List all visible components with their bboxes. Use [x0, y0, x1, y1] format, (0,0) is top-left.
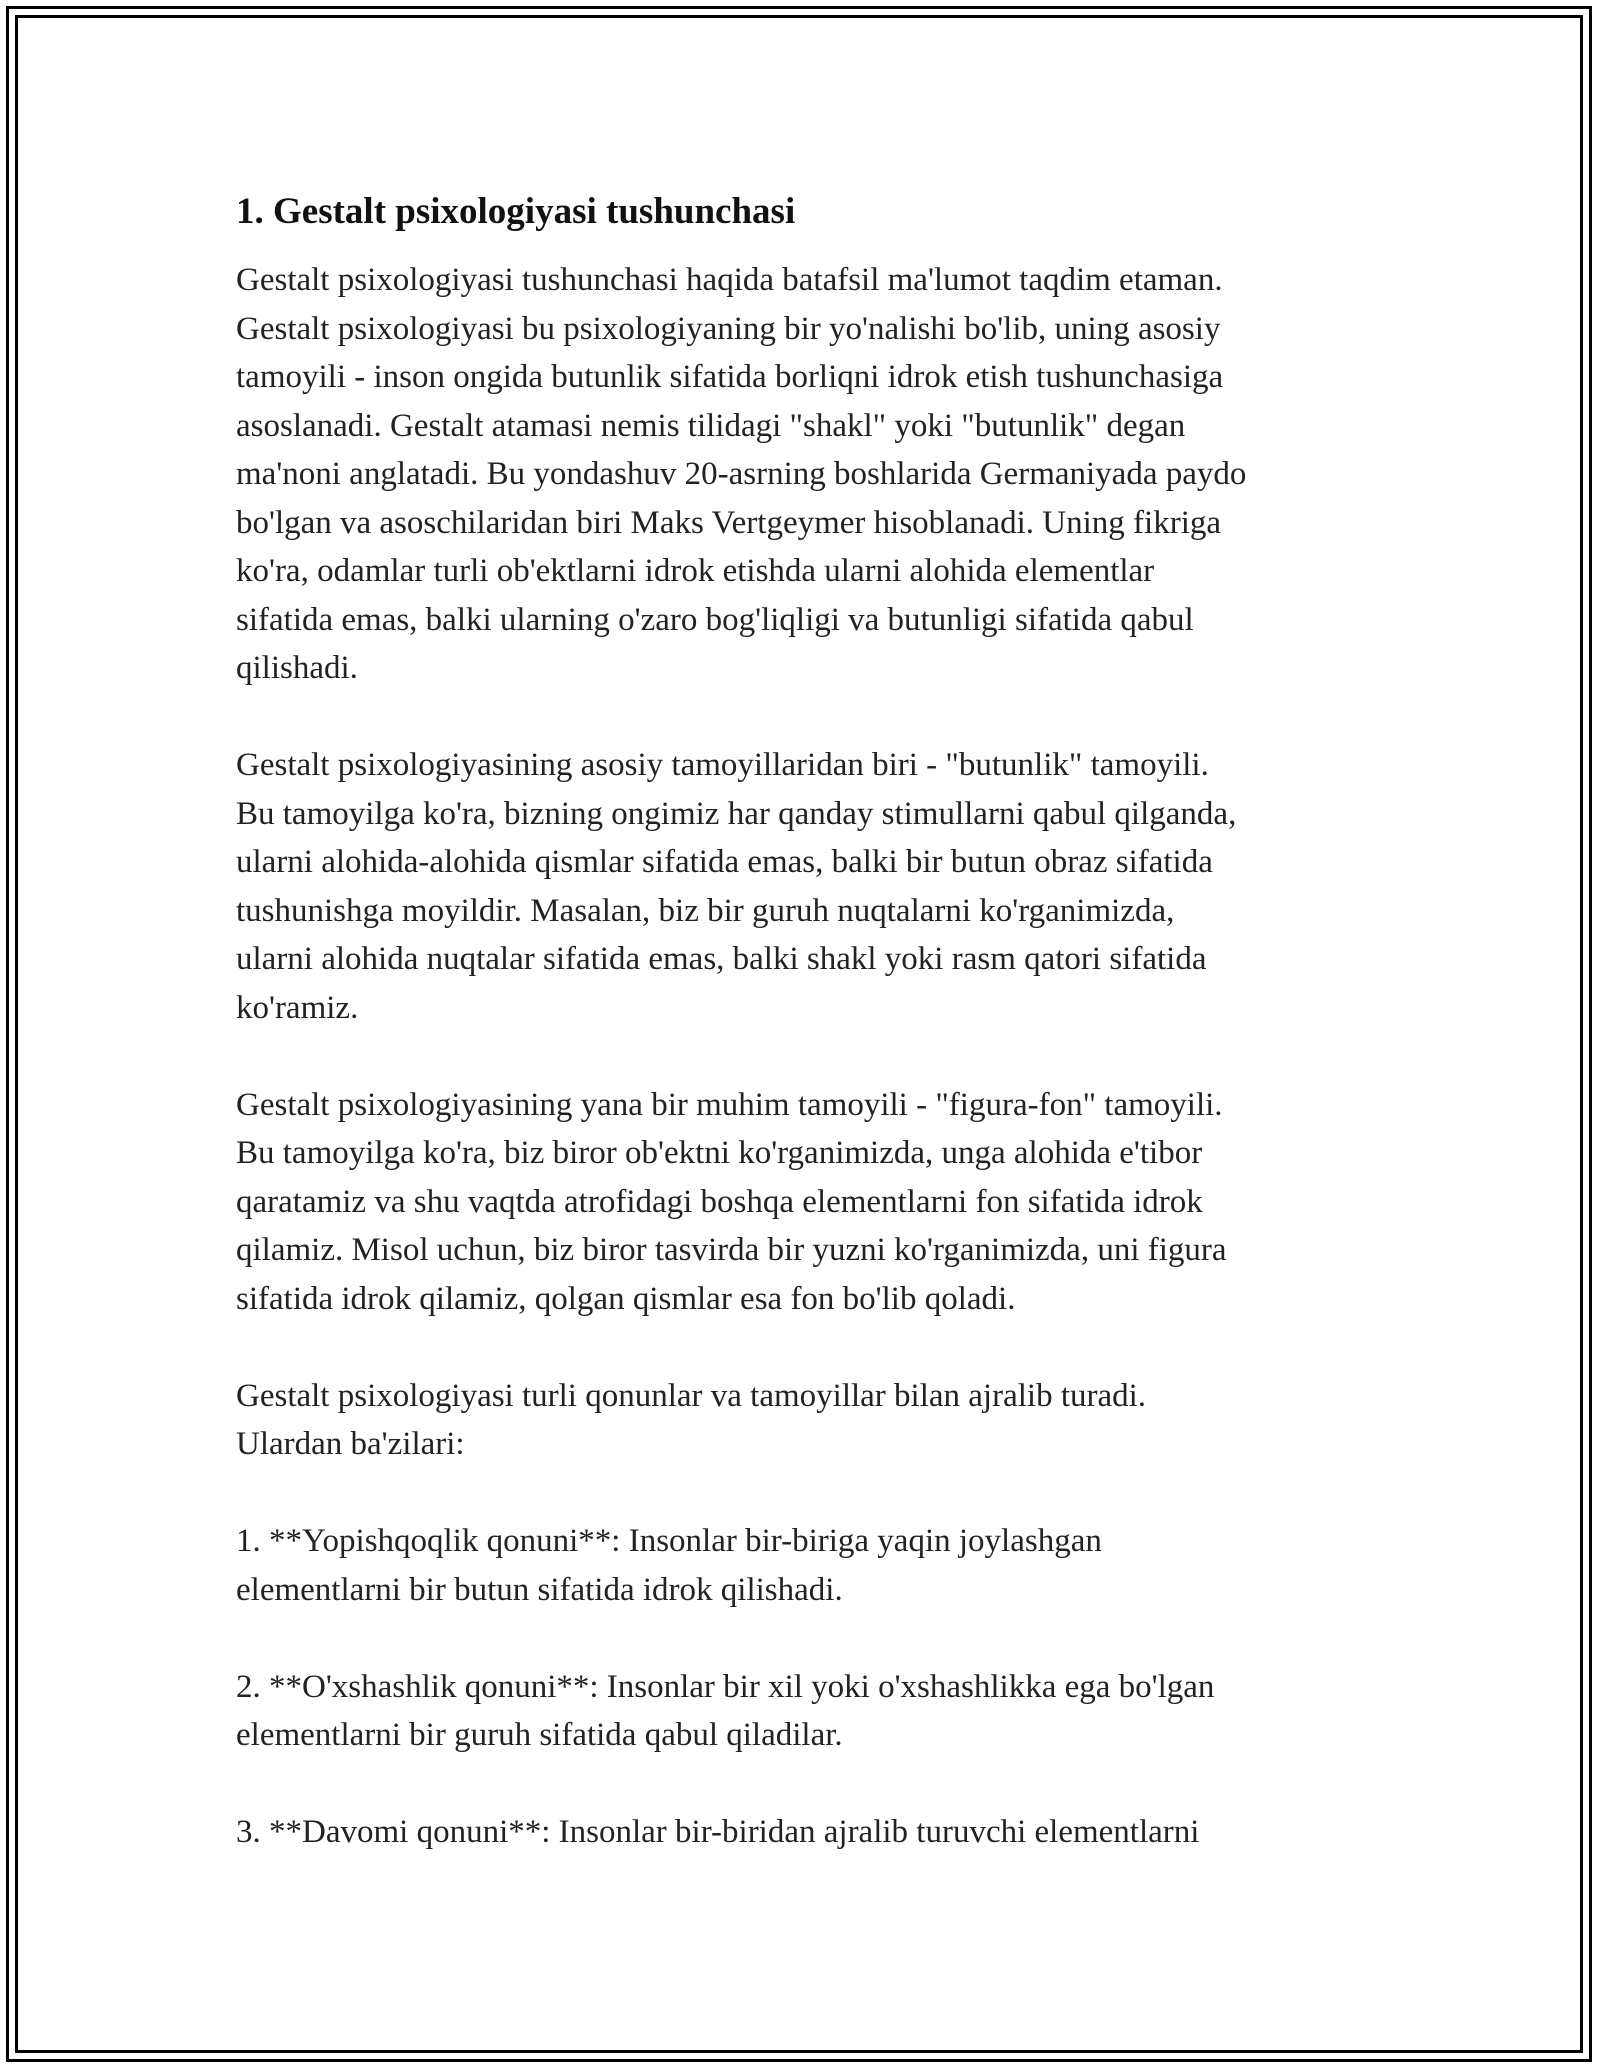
- text-line: ko'ramiz.: [236, 989, 359, 1026]
- text-line: 2. **O'xshashlik qonuni**: Insonlar bir xil yoki o'xshashlikka ega bo'lgan: [236, 1668, 1215, 1705]
- text-line: qilishadi.: [236, 650, 358, 686]
- text-line: ularni alohida nuqtalar sifatida emas, balki shakl yoki rasm qatori sifatida: [236, 941, 1207, 977]
- paragraph-figure-ground: [236, 1081, 1366, 1324]
- text-line: tushunishga moyildir. Masalan, biz bir guruh nuqtalarni ko'rganimizda,: [236, 892, 1175, 929]
- text-line: asoslanadi. Gestalt atamasi nemis tilidagi "shakl" yoki "butunlik" degan: [236, 407, 1186, 444]
- paragraph-intro: [236, 256, 1366, 693]
- text-line: ma'noni anglatadi. Bu yondashuv 20-asrning boshlarida Germaniyada paydo: [236, 456, 1247, 492]
- list-item-1: [236, 1517, 1366, 1614]
- text-line: 3. **Davomi qonuni**: Insonlar bir-biridan ajralib turuvchi elementlarni: [236, 1814, 1200, 1850]
- text-line: sifatida idrok qilamiz, qolgan qismlar esa fon bo'lib qoladi.: [236, 1280, 1016, 1317]
- text-line: ko'ra, odamlar turli ob'ektlarni idrok etishda ularni alohida elementlar: [236, 553, 1155, 589]
- text-line: Gestalt psixologiyasining asosiy tamoyillaridan biri - "butunlik" tamoyili.: [236, 747, 1209, 783]
- text-line: qaratamiz va shu vaqtda atrofidagi boshqa elementlarni fon sifatida idrok: [236, 1183, 1203, 1220]
- text-line: elementlarni bir butun sifatida idrok qilishadi.: [236, 1571, 843, 1608]
- list-item-3: [236, 1808, 1366, 1857]
- text-line: ularni alohida-alohida qismlar sifatida emas, balki bir butun obraz sifatida: [236, 844, 1213, 880]
- section-heading: 1. Gestalt psixologiyasi tushunchasi: [236, 191, 796, 232]
- text-line: elementlarni bir guruh sifatida qabul qiladilar.: [236, 1717, 843, 1753]
- text-line: bo'lgan va asoschilaridan biri Maks Vertgeymer hisoblanadi. Uning fikriga: [236, 504, 1222, 541]
- paragraph-laws-intro: [236, 1372, 1366, 1469]
- text-line: qilamiz. Misol uchun, biz biror tasvirda bir yuzni ko'rganimizda, uni figura: [236, 1232, 1227, 1268]
- text-line: Bu tamoyilga ko'ra, bizning ongimiz har qanday stimullarni qabul qilganda,: [236, 795, 1237, 832]
- text-line: Gestalt psixologiyasi turli qonunlar va tamoyillar bilan ajralib turadi.: [236, 1377, 1147, 1414]
- text-line: sifatida emas, balki ularning o'zaro bog'liqligi va butunligi sifatida qabul: [236, 601, 1194, 638]
- text-line: Gestalt psixologiyasining yana bir muhim tamoyili - "figura-fon" tamoyili.: [236, 1086, 1223, 1123]
- text-line: Ulardan ba'zilari:: [236, 1426, 465, 1462]
- text-line: Bu tamoyilga ko'ra, biz biror ob'ektni ko'rganimizda, unga alohida e'tibor: [236, 1135, 1203, 1171]
- text-line: tamoyili - inson ongida butunlik sifatida borliqni idrok etish tushunchasiga: [236, 359, 1224, 395]
- text-line: Gestalt psixologiyasi tushunchasi haqida batafsil ma'lumot taqdim etaman.: [236, 262, 1223, 298]
- paragraph-wholeness: [236, 741, 1366, 1032]
- list-item-2: [236, 1663, 1366, 1760]
- document-body: [236, 188, 1366, 1857]
- text-line: 1. **Yopishqoqlik qonuni**: Insonlar bir-biriga yaqin joylashgan: [236, 1523, 1102, 1559]
- text-line: Gestalt psixologiyasi bu psixologiyaning bir yo'nalishi bo'lib, uning asosiy: [236, 310, 1221, 347]
